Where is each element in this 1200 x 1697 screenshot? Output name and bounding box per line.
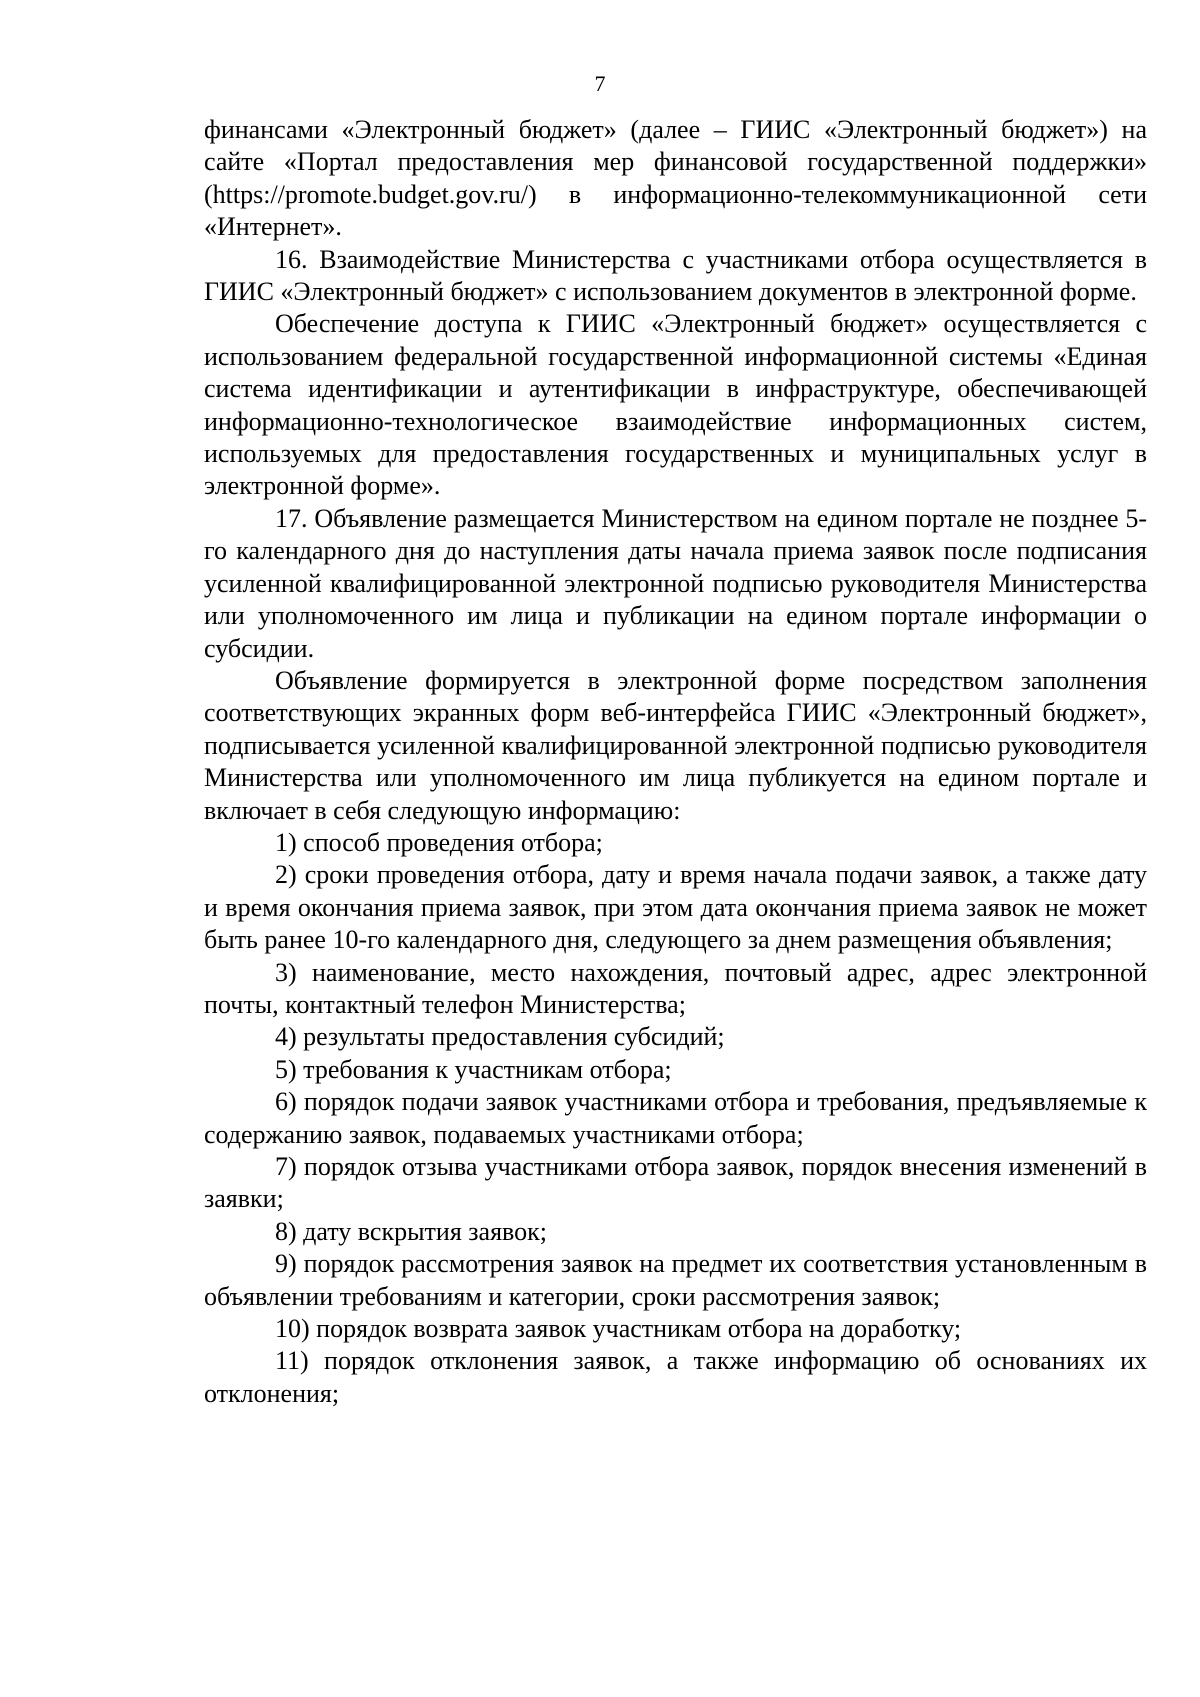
list-item-1: 1) способ проведения отбора; <box>275 827 603 857</box>
list-item-10: 10) порядок возврата заявок участникам отбора на доработку; <box>275 1314 962 1344</box>
list-item-8: 8) дату вскрытия заявок; <box>275 1216 547 1246</box>
list-item-7: 7) порядок отзыва участниками отбора заявок, порядок внесения изменений в заявки; <box>204 1152 1147 1214</box>
paragraph-16: 16. Взаимодействие Министерства с участниками отбора осуществляется в ГИИС «Электронный бюджет» с использованием документов в электронной форме. <box>204 244 1147 307</box>
paragraph-17: 17. Объявление размещается Министерством на едином портале не позднее 5-го календарного дня до наступления даты начала приема заявок после подписания усиленной квалифицированной электронной подписью руководителя Министерства или уполномоченного им лица и публикации на едином портале информации о субсидии. <box>204 503 1147 663</box>
list-item-9: 9) порядок рассмотрения заявок на предмет их соответствия установленным в объявлении требованиям и категории, сроки рассмотрения заявок; <box>204 1249 1147 1311</box>
list-item-5: 5) требования к участникам отбора; <box>275 1054 672 1084</box>
paragraph-access: Обеспечение доступа к ГИИС «Электронный бюджет» осуществляется с использованием федеральной государственной информационной системы «Единая система идентификации и аутентификации в инфраструктуре, обеспечивающей информационно-технологическое взаимодействие информационных систем, используемых для предоставления государственных и муниципальных услуг в электронной форме». <box>204 309 1147 501</box>
paragraph-announcement: Объявление формируется в электронной форме посредством заполнения соответствующих экранных форм веб-интерфейса ГИИС «Электронный бюджет», подписывается усиленной квалифицированной электронной подписью руководителя Министерства или уполномоченного им лица публикуется на едином портале и включает в себя следующую информацию: <box>204 665 1147 825</box>
list-item-6: 6) порядок подачи заявок участниками отбора и требования, предъявляемые к содержанию заявок, подаваемых участниками отбора; <box>204 1087 1147 1149</box>
list-item-3: 3) наименование, место нахождения, почтовый адрес, адрес электронной почты, контактный телефон Министерства; <box>204 957 1147 1019</box>
paragraph-continuation: финансами «Электронный бюджет» (далее – ГИИС «Электронный бюджет») на сайте «Портал предоставления мер финансовой государственной поддержки» (https://promote.budget.gov.ru/) в информационно-телекоммуникационной сети «Интернет». <box>204 115 1147 242</box>
document-body <box>204 114 1147 1410</box>
list-item-4: 4) результаты предоставления субсидий; <box>275 1022 725 1052</box>
list-item-11: 11) порядок отклонения заявок, а также информацию об основаниях их отклонения; <box>204 1346 1147 1408</box>
page-number: 7 <box>594 71 606 96</box>
list-item-2: 2) сроки проведения отбора, дату и время начала подачи заявок, а также дату и время окончания приема заявок, при этом дата окончания приема заявок не может быть ранее 10-го календарного дня, следующего за днем размещения объявления; <box>204 860 1147 955</box>
